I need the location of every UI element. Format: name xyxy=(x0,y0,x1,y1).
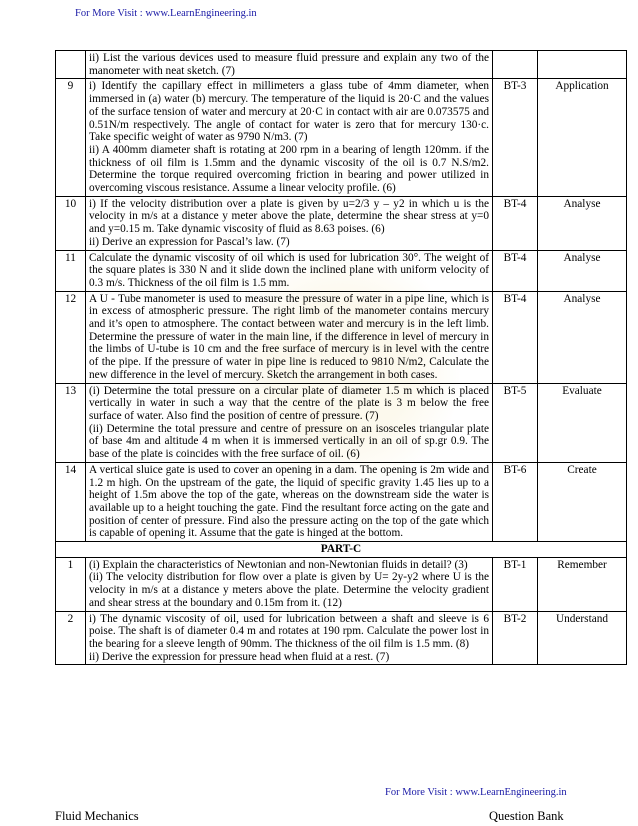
footer-doc-type: Question Bank xyxy=(489,809,564,823)
question-row xyxy=(56,462,627,541)
question-table xyxy=(55,50,627,665)
part-c-heading: PART-C xyxy=(56,542,627,558)
question-number: 13 xyxy=(56,383,86,462)
question-text xyxy=(86,383,493,462)
question-part: i) If the velocity distribution over a plate is given by u=2/3 y – y2 in which u is the velocity in m/s at a distance y meter above the plate, determine the shear stress at y=0 and y=0.15 m. Take dynamic viscosity of fluid as 8.63 poises. (6) xyxy=(89,197,489,236)
question-text xyxy=(86,250,493,291)
question-number: 10 xyxy=(56,196,86,250)
bloom-level-name: Analyse xyxy=(538,250,627,291)
bloom-level-code: BT-4 xyxy=(493,291,538,383)
question-number: 14 xyxy=(56,462,86,541)
question-text xyxy=(86,196,493,250)
question-row xyxy=(56,250,627,291)
question-part: (i) Explain the characteristics of Newtonian and non-Newtonian fluids in detail? (3) xyxy=(89,558,468,571)
question-row xyxy=(56,196,627,250)
part-c-header-row xyxy=(56,542,627,558)
question-part: ii) Derive an expression for Pascal’s law. (7) xyxy=(89,235,290,248)
bloom-level-name: Analyse xyxy=(538,291,627,383)
question-row xyxy=(56,383,627,462)
bloom-level-code: BT-5 xyxy=(493,383,538,462)
bloom-level-code: BT-1 xyxy=(493,557,538,611)
question-part: (i) Determine the total pressure on a circular plate of diameter 1.5 m which is placed vertically in water in such a way that the centre of the plate is 3 m below the free surface of water. Also find the position of centre of pressure. (7) xyxy=(89,384,489,422)
bloom-level-name: Understand xyxy=(538,611,627,665)
bloom-level-name: Evaluate xyxy=(538,383,627,462)
question-part: ii) A 400mm diameter shaft is rotating at 200 rpm in a bearing of length 120mm. if the thickness of oil film is 1.5mm and the dynamic viscosity of the oil is 0.7 N.S/m2. Determine the torque required overcoming friction in bearing and power utilized in overcoming viscous resistance. Assume a linear velocity profile. (6) xyxy=(89,143,489,195)
question-text xyxy=(86,611,493,665)
question-text xyxy=(86,79,493,196)
question-part: Calculate the dynamic viscosity of oil which is used for lubrication 30°. The weight of the square plates is 330 N and it slide down the inclined plane with uniform velocity of 0.3 m/s. Thickness of the oil film is 1.5 mm. xyxy=(89,251,489,289)
bloom-level-code: BT-4 xyxy=(493,196,538,250)
question-row xyxy=(56,291,627,383)
question-part: (ii) The velocity distribution for flow over a plate is given by U= 2y-y2 where U is the velocity in m/s at a distance y meters above the plate. Determine the velocity gradient and shear stress at the boundary and 0.15m from it. (12) xyxy=(89,571,489,609)
bloom-level-code: BT-2 xyxy=(493,611,538,665)
question-row xyxy=(56,557,627,611)
question-number xyxy=(56,51,86,79)
question-part: (ii) Determine the total pressure and centre of pressure on an isosceles triangular plate of base 4m and altitude 4 m when it is immersed vertically in an oil of sp.gr 0.9. The base of the plate is coincides with the free surface of oil. (6) xyxy=(89,422,489,461)
question-text xyxy=(86,557,493,611)
question-text xyxy=(86,462,493,541)
question-text xyxy=(86,291,493,383)
bloom-level-name: Application xyxy=(538,79,627,196)
bloom-level-code xyxy=(493,51,538,79)
question-text xyxy=(86,51,493,79)
question-part: A U - Tube manometer is used to measure the pressure of water in a pipe line, which is in excess of atmospheric pressure. The right limb of the manometer contains mercury and it’s open to atmosphere. The contact between water and mercury is in the left limb. Determine the pressure of water in the main line, if the difference in level of mercury in the limbs of U-tube is 10 cm and the free surface of mercury is in level with the centre of the pipe. If the pressure of water in pipe line is reduced to 9810 N/m2, Calculate the new difference in the level of mercury. Sketch the arrangement in both cases. xyxy=(89,292,489,381)
question-number: 9 xyxy=(56,79,86,196)
question-part: A vertical sluice gate is used to cover an opening in a dam. The opening is 2m wide and 1.2 m high. On the upstream of the gate, the liquid of specific gravity 1.45 lies up to a height of 1.5m above the top of the gate, whereas on the downstream side the water is available up to a height touching the gate. Find the resultant force acting on the gate and position of center of pressure. Find also the pressure acting on the top of the gate which is capable of opening it. Assume that the gate is hinged at the bottom. xyxy=(89,463,489,540)
question-row xyxy=(56,51,627,79)
header-link[interactable]: For More Visit : www.LearnEngineering.in xyxy=(75,8,257,19)
question-part: ii) List the various devices used to measure fluid pressure and explain any two of the manometer with neat sketch. (7) xyxy=(89,52,489,77)
bloom-level-name: Remember xyxy=(538,557,627,611)
question-row xyxy=(56,611,627,665)
bloom-level-name: Analyse xyxy=(538,196,627,250)
bloom-level-code: BT-4 xyxy=(493,250,538,291)
question-part: i) Identify the capillary effect in millimeters a glass tube of 4mm diameter, when immersed in (a) water (b) mercury. The temperature of the liquid is 20·C and the values of the surface tension of water and mercury at 20·C in contact with air are 0.073575 and 0.51N/m respectively. The angle of contact for water is zero that for mercury 130·c. Take specific weight of water as 9790 N/m3. (7) xyxy=(89,80,489,144)
bloom-level-code: BT-6 xyxy=(493,462,538,541)
question-row xyxy=(56,79,627,196)
question-number: 1 xyxy=(56,557,86,611)
footer-link[interactable]: For More Visit : www.LearnEngineering.in xyxy=(385,787,567,798)
question-number: 2 xyxy=(56,611,86,665)
question-number: 12 xyxy=(56,291,86,383)
bloom-level-code: BT-3 xyxy=(493,79,538,196)
question-part: ii) Derive the expression for pressure head when fluid at a rest. (7) xyxy=(89,650,390,663)
bloom-level-name xyxy=(538,51,627,79)
footer-subject: Fluid Mechanics xyxy=(55,809,139,823)
question-part: i) The dynamic viscosity of oil, used for lubrication between a shaft and sleeve is 6 poise. The shaft is of diameter 0.4 m and rotates at 190 rpm. Calculate the power lost in the bearing for a sleeve length of 90mm. The thickness of the oil film is 1.5 mm. (8) xyxy=(89,612,489,650)
question-rows xyxy=(56,51,627,665)
bloom-level-name: Create xyxy=(538,462,627,541)
question-number: 11 xyxy=(56,250,86,291)
